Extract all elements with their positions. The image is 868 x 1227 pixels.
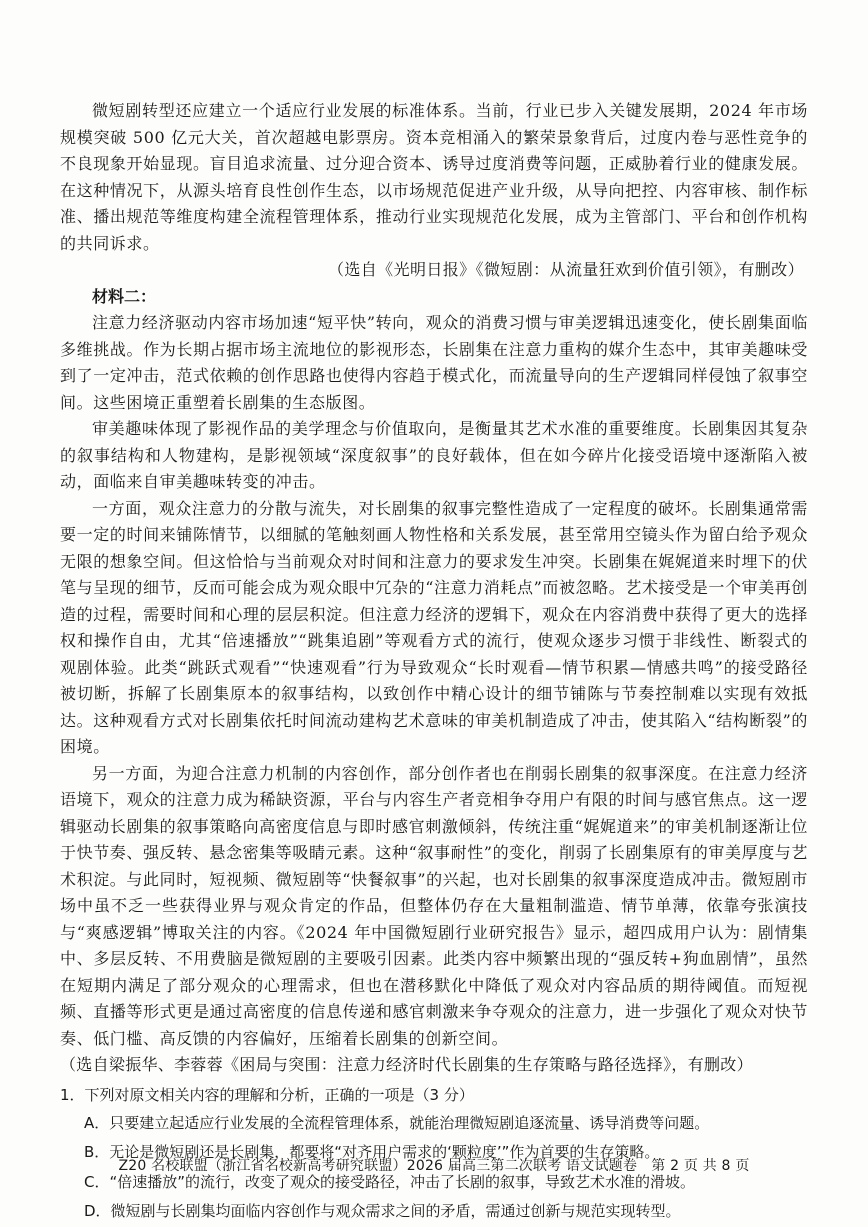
material2-paragraph-3: 一方面，观众注意力的分散与流失，对长剧集的叙事完整性造成了一定程度的破坏。长剧集通常需要一定的时间来铺陈情节，以细腻的笔触刻画人物性格和关系发展，甚至常用空镜头作为留白给予观众无限的想象空间。但这恰恰与当前观众对时间和注意力的要求发生冲突。长剧集在娓娓道来时埋下的伏笔与呈现的细节，反而可能会成为观众眼中冗杂的“注意力消耗点”而被忽略。艺术接受是一个审美再创造的过程，需要时间和心理的层层积淀。但注意力经济的逻辑下，观众在内容消费中获得了更大的选择权和操作自由，尤其“倍速播放”“跳集追剧”等观看方式的流行，使观众逐步习惯于非线性、断裂式的观剧体验。此类“跳跃式观看”“快速观看”行为导致观众“长时观看—情节积累—情感共鸣”的接受路径被切断，拆解了长剧集原本的叙事结构，以致创作中精心设计的细节铺陈与节奏控制难以实现有效抵达。这种观看方式对长剧集依托时间流动建构艺术意味的审美机制造成了冲击，使其陷入“结构断裂”的困境。 xyxy=(60,498,808,756)
material2-paragraph-2: 审美趣味体现了影视作品的美学理念与价值取向，是衡量其艺术水准的重要维度。长剧集因其复杂的叙事结构和人物建构，是影视领域“深度叙事”的良好载体，但在如今碎片化接受语境中逐渐陷入被动，面临来自审美趣味转变的冲击。 xyxy=(60,419,808,491)
material2-heading: 材料二： xyxy=(92,286,157,306)
question-stem: 1．下列对原文相关内容的理解和分析，正确的一项是（3 分） xyxy=(60,1085,474,1104)
material-two xyxy=(60,284,808,1079)
material-one xyxy=(60,98,808,284)
material1-paragraph: 微短剧转型还应建立一个适应行业发展的标准体系。当前，行业已步入关键发展期，2024 年市场规模突破 500 亿元大关，首次超越电影票房。资本竞相涌入的繁荣景象背后，过度内卷与恶性竞争的不良现象开始显现。盲目追求流量、过分迎合资本、诱导过度消费等问题，正威胁着行业的健康发展。在这种情况下，从源头培育良性创作生态，以市场规范促进产业升级，从导向把控、内容审核、制作标准、播出规范等维度构建全流程管理体系，推动行业实现规范化发展，成为主管部门、平台和创作机构的共同诉求。 xyxy=(60,101,808,253)
material1-source: （选自《光明日报》《微短剧：从流量狂欢到价值引领》，有删改） xyxy=(327,260,804,279)
material2-paragraph-4: 另一方面，为迎合注意力机制的内容创作，部分创作者也在削弱长剧集的叙事深度。在注意力经济语境下，观众的注意力成为稀缺资源，平台与内容生产者竞相争夺用户有限的时间与感官焦点。这一逻辑驱动长剧集的叙事策略向高密度信息与即时感官刺激倾斜，传统注重“娓娓道来”的审美机制逐渐让位于快节奏、强反转、悬念密集等吸睛元素。这种“叙事耐性”的变化，削弱了长剧集原有的审美厚度与艺术积淀。与此同时，短视频、微短剧等“快餐叙事”的兴起，也对长剧集的叙事深度造成冲击。微短剧市场中虽不乏一些获得业界与观众肯定的作品，但整体仍存在大量粗制滥造、情节单薄，依靠夸张演技与“爽感逻辑”博取关注的内容。《2024 年中国微短剧行业研究报告》显示，超四成用户认为：剧情集中、多层反转、不用费脑是微短剧的主要吸引因素。此类内容中频繁出现的“强反转+狗血剧情”，虽然在短期内满足了部分观众的心理需求，但也在潜移默化中降低了观众对内容品质的期待阈值。而短视频、直播等形式更是通过高密度的信息传递和感官刺激来争夺观众的注意力，进一步强化了观众对快节奏、低门槛、高反馈的内容偏好，压缩着长剧集的创新空间。 xyxy=(60,763,808,1048)
question-1 xyxy=(60,1081,808,1227)
option-a: A．只要建立起适应行业发展的全流程管理体系，就能治理微短剧追逐流量、诱导消费等问题。 xyxy=(84,1113,710,1132)
material2-paragraph-1: 注意力经济驱动内容市场加速“短平快”转向，观众的消费习惯与审美逻辑迅速变化，使长剧集面临多维挑战。作为长期占据市场主流地位的影视形态，长剧集在注意力重构的媒介生态中，其审美趣味受到了一定冲击，范式依赖的创作思路也使得内容趋于模式化，而流量导向的生产逻辑同样侵蚀了叙事空间。这些困境正重塑着长剧集的生态版图。 xyxy=(60,313,808,412)
option-d: D．微短剧与长剧集均面临内容创作与观众需求之间的矛盾，需通过创新与规范实现转型。 xyxy=(84,1202,681,1220)
option-c: C．“倍速播放”的流行，改变了观众的接受路径，冲击了长剧的叙事，导致艺术水准的滑坡。 xyxy=(84,1172,696,1191)
material2-source: （选自梁振华、李蓉蓉《困局与突围：注意力经济时代长剧集的生存策略与路径选择》，有删改） xyxy=(60,1055,753,1074)
option-b: B．无论是微短剧还是长剧集，都要将“对齐用户需求的‘颗粒度’”作为首要的生存策略。 xyxy=(84,1143,660,1161)
page-footer: Z20 名校联盟（浙江省名校新高考研究联盟）2026 届高三第二次联考 语文试题卷 第 2 页 共 8 页 xyxy=(118,1158,750,1174)
